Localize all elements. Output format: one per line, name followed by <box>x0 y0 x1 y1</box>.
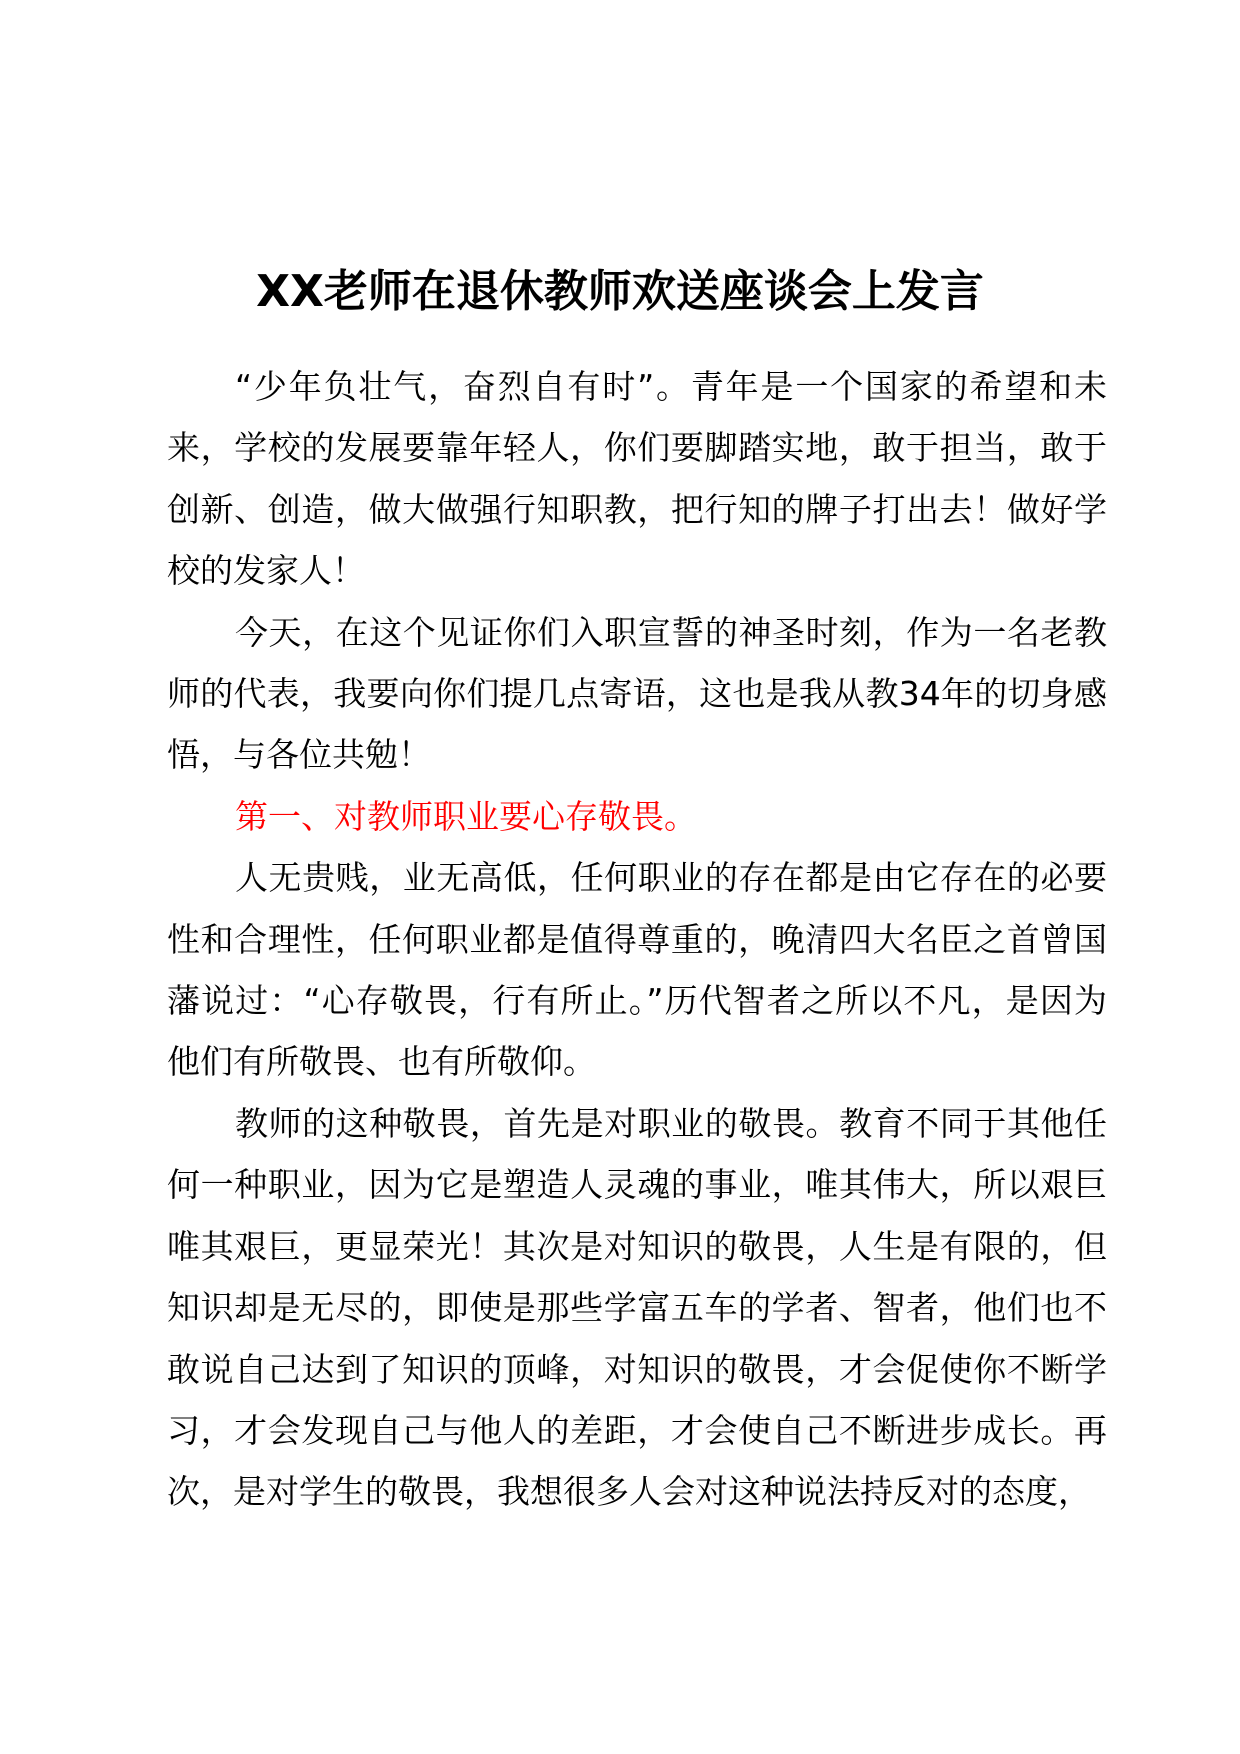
paragraph-intro: “少年负壮气，奋烈自有时”。青年是一个国家的希望和未来，学校的发展要靠年轻人，你们要脚踏实地，敢于担当，敢于创新、创造，做大做强行知职教，把行知的牌子打出去！做好学校的发家人！ <box>167 367 1107 591</box>
paragraph-respect: 人无贵贱，业无高低，任何职业的存在都是由它存在的必要性和合理性，任何职业都是值得尊重的，晚清四大名臣之首曾国藩说过：“心存敬畏，行有所止。”历代智者之所以不凡，是因为他们有所敬畏、也有所敬仰。 <box>167 858 1107 1082</box>
paragraph-teacher-awe: 教师的这种敬畏，首先是对职业的敬畏。教育不同于其他任何一种职业，因为它是塑造人灵魂的事业，唯其伟大，所以艰巨唯其艰巨，更显荣光！其次是对知识的敬畏，人生是有限的，但知识却是无尽的，即使是那些学富五车的学者、智者，他们也不敢说自己达到了知识的顶峰，对知识的敬畏，才会促使你不断学习，才会发现自己与他人的差距，才会使自己不断进步成长。再次，是对学生的敬畏，我想很多人会对这种说法持反对的态度， <box>167 1103 1107 1512</box>
document-body <box>167 356 1107 1523</box>
paragraph-today: 今天，在这个见证你们入职宣誓的神圣时刻，作为一名老教师的代表，我要向你们提几点寄语，这也是我从教34年的切身感悟，与各位共勉！ <box>167 612 1107 775</box>
document-title: XX老师在退休教师欢送座谈会上发言 <box>256 266 984 317</box>
section-heading-first: 第一、对教师职业要心存敬畏。 <box>235 796 697 836</box>
